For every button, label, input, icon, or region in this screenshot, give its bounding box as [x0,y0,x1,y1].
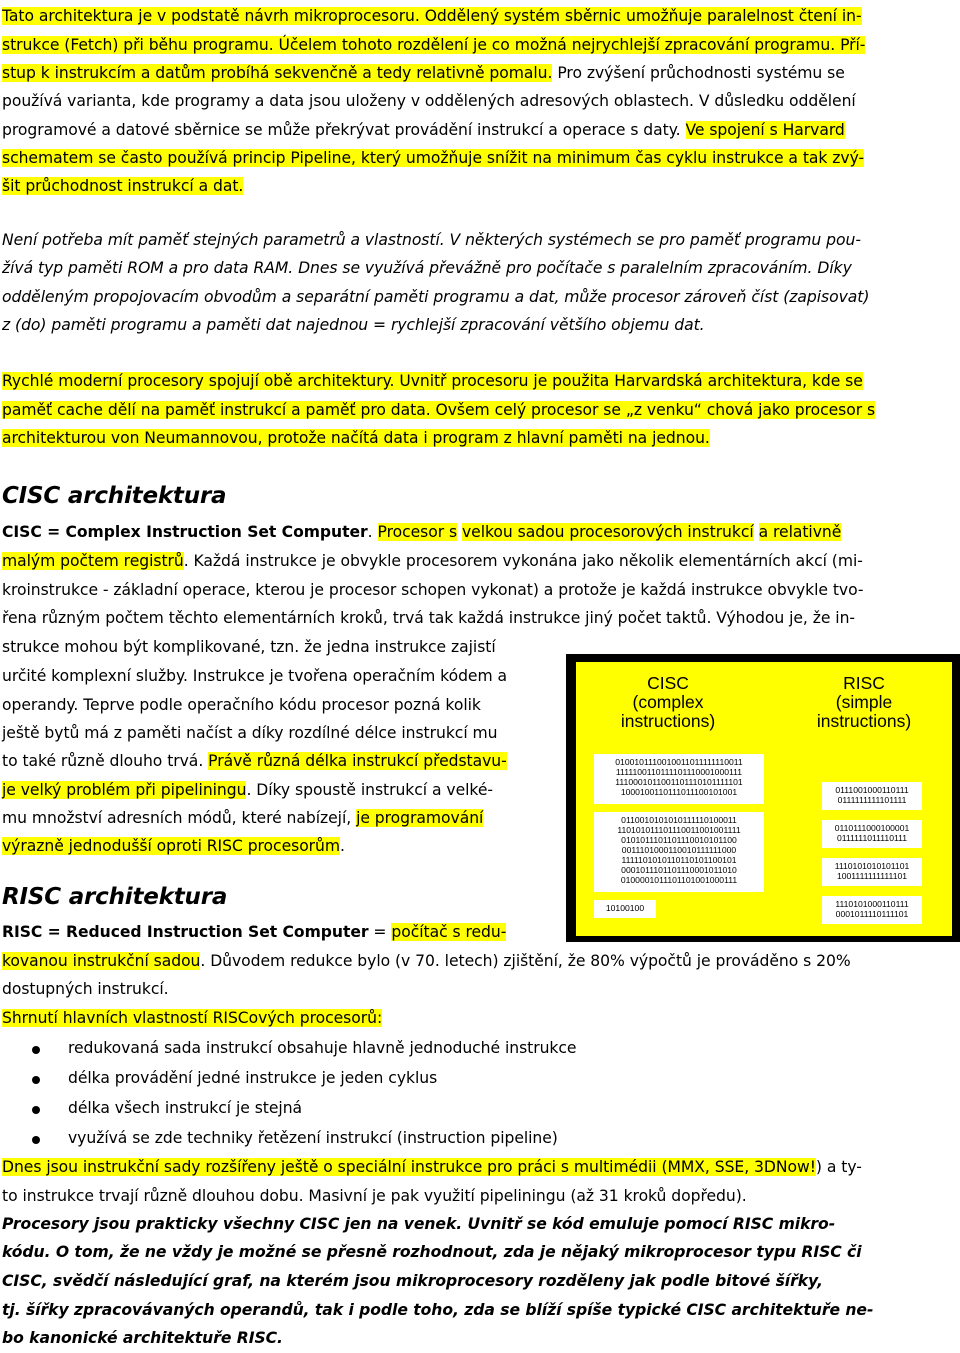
cisc-code-box-3 [594,900,656,918]
cisc-line-10: je velký problém při pipeliningu. Díky spoustě instrukcí a velké- [2,781,493,799]
cisc-code-box-2 [594,812,764,892]
highlighted-text: šit průchodnost instrukcí a dat. [2,177,244,195]
cisc-line-12: výrazně jednodušší oproti RISC procesorům. [2,837,345,855]
final-line-4: tj. šířky zpracovávaných operandů, tak i podle toho, zda se blíží spíše typické CISC architektuře ne- [2,1301,874,1319]
harvard-line [2,144,864,173]
binary-line: instructions) [620,711,716,731]
risc-code-box-4 [822,896,922,924]
bullet-dot [32,1136,40,1144]
binary-line: 1111100110111101110001000111 [615,767,743,777]
highlighted-text: schematem se často používá princip Pipeline, který umožňuje snížit na minimum čas cyklu instrukce a tak zvý- [2,149,865,167]
risc-definition-line: RISC = Reduced Instruction Set Computer = počítač s redu- [2,923,507,941]
highlighted-text: paměť cache dělí na paměť instrukcí a paměť pro data. Ovšem celý procesor se „z venku“ chová jako procesor s [2,401,876,419]
binary-line: 0100101110010011011111110011 [615,757,743,767]
modern-cpu-line [2,424,710,453]
binary-line: 1111101010110110101100101 [621,855,737,865]
binary-line: 1001111111111101 [836,871,908,881]
harvard-line [2,59,845,88]
risc-extension-line-2: to instrukce trvají různě dlouhou dobu. Masivní je pak využití pipeliningu (až 31 kroků dopředu). [2,1187,747,1205]
binary-line: 10100100 [605,903,645,913]
cisc-line-4: řena různým počtem těchto elementárních kroků, trvá tak každá instrukce jiný počet taktů. Výhodou je, že in- [2,609,856,627]
binary-line: 1110001011001101110101111101 [615,777,743,787]
highlighted-text: Tato architektura je v podstatě návrh mikroprocesoru. Oddělený systém sběrnic umožňuje paralelnost čtení in- [2,7,862,25]
memory-line: Není potřeba mít paměť stejných parametrů a vlastností. V některých systémech se pro paměť programu pou- [2,231,861,249]
cisc-line-3: kroinstrukce - základní operace, kterou je procesor schopen vykonat) a protože je každá instrukce obvykle tvo- [2,581,864,599]
cisc-line-2: malým počtem registrů. Každá instrukce je obvykle procesorem vykonána jako několik elementárních akcí (mi- [2,552,863,570]
cisc-line-9: to také různě dlouho trvá. Právě různá délka instrukcí představu- [2,752,507,770]
risc-summary-line: Shrnutí hlavních vlastností RISCových procesorů: [2,1009,383,1027]
binary-line: 0100001011101101001000111 [620,875,738,885]
figure-risc-title [794,674,934,731]
modern-cpu-line [2,367,863,396]
final-line-5: bo kanonické architektuře RISC. [2,1329,283,1347]
text-run: Pro zvýšení průchodnosti systému se [552,64,845,82]
risc-heading: RISC architektura [2,884,228,910]
cisc-heading: CISC architektura [2,483,227,509]
modern-cpu-line [2,396,875,425]
harvard-line [2,31,865,60]
binary-line: 0001011110111101 [835,909,909,919]
cisc-line-8: ještě bytů má z paměti načíst a díky rozdílné délce instrukcí mu [2,724,498,742]
cisc-risc-figure [566,654,960,942]
harvard-line [2,172,243,201]
binary-line: instructions) [816,711,912,731]
risc-bullet-item: délka všech instrukcí je stejná [68,1099,303,1117]
final-line-3: CISC, svědčí následující graf, na kterém jsou mikroprocesory rozděleny jak podle bitové šířky, [2,1272,823,1290]
binary-line: 0110111000100001 [834,823,910,833]
memory-line: žívá typ paměti ROM a pro data RAM. Dnes se využívá převážně pro počítače s paralelním zpracováním. Díky [2,259,852,277]
binary-line: 0111001000110111 [835,785,909,795]
binary-line: 0111111011110111 [836,833,908,843]
risc-bullet-item: využívá se zde techniky řetězení instrukcí (instruction pipeline) [68,1129,558,1147]
bullet-dot [32,1046,40,1054]
cisc-code-box-1 [594,754,764,804]
final-line-1: Procesory jsou prakticky všechny CISC jen na venek. Uvnitř se kód emuluje pomocí RISC mikro- [2,1215,836,1233]
harvard-line [2,116,845,145]
binary-line: 1000100110111011100101001 [620,787,738,797]
binary-line: 0011101000110010111111000 [621,845,737,855]
binary-line: RISC [843,673,885,693]
harvard-line [2,2,862,31]
risc-code-box-1 [822,782,922,810]
binary-line: (complex [632,692,704,712]
memory-line: z (do) paměti programu a paměti dat najednou = rychlejší zpracování většího objemu dat. [2,316,705,334]
final-line-2: kódu. O tom, že ne vždy je možné se přesně rozhodnout, zda je nějaký mikroprocesor typu RISC či [2,1243,862,1261]
risc-extension-line: Dnes jsou instrukční sady rozšířeny ještě o speciální instrukce pro práci s multimédii (MMX, SSE, 3DNow!) a ty- [2,1158,862,1176]
binary-line: 0110010101010111110100011 [621,815,737,825]
cisc-line-11: mu množství adresních módů, které nabízejí, je programování [2,809,484,827]
cisc-definition-line: CISC = Complex Instruction Set Computer. Procesor s velkou sadou procesorových instrukcí a relativně [2,523,842,541]
risc-bullet-item: délka provádění jedné instrukce je jeden cyklus [68,1069,438,1087]
memory-line: odděleným propojovacím obvodům a separátní paměti programu a dat, může procesor zároveň číst (zapisovat) [2,288,870,306]
binary-line: (simple [835,692,893,712]
figure-yellow-panel [576,662,952,936]
text-run: používá varianta, kde programy a data jsou uloženy v oddělených adresových oblastech. V důsledku oddělení [2,92,856,110]
highlighted-text: strukce (Fetch) při běhu programu. Účelem tohoto rozdělení je co možná nejrychlejší zpracování programu. Pří- [2,36,866,54]
highlighted-text: Rychlé moderní procesory spojují obě architektury. Uvnitř procesoru je použita Harvardská architektura, kde se [2,372,863,390]
highlighted-text: Ve spojení s Harvard [685,121,845,139]
risc-line-2: kovanou instrukční sadou. Důvodem redukce bylo (v 70. letech) zjištění, že 80% výpočtů je prováděno s 20% [2,952,851,970]
binary-line: 1110101010101101 [834,861,910,871]
text-run: programové a datové sběrnice se může překrývat provádění instrukcí a operace s daty. [2,121,686,139]
binary-line: 110101011101110011001001111 [617,825,741,835]
cisc-line-6: určité komplexní služby. Instrukce je tvořena operačním kódem a [2,667,508,685]
risc-code-box-2 [822,820,922,848]
bullet-dot [32,1106,40,1114]
bullet-dot [32,1076,40,1084]
risc-line-3: dostupných instrukcí. [2,980,169,998]
cisc-line-7: operandy. Teprve podle operačního kódu procesor pozná kolik [2,696,481,714]
harvard-line [2,87,856,116]
risc-bullet-item: redukovaná sada instrukcí obsahuje hlavně jednoduché instrukce [68,1039,577,1057]
binary-line: 0101011101101110010101100 [621,835,737,845]
binary-line: CISC [647,673,689,693]
binary-line: 0111111111101111 [837,795,907,805]
binary-line: 0001011101101110001011010 [621,865,737,875]
figure-cisc-title [598,674,738,731]
risc-code-box-3 [822,858,922,886]
cisc-line-5: strukce mohou být komplikované, tzn. že jedna instrukce zajistí [2,638,496,656]
highlighted-text: stup k instrukcím a datům probíhá sekvenčně a tedy relativně pomalu. [2,64,553,82]
highlighted-text: architekturou von Neumannovou, protože načítá data i program z hlavní paměti na jednou. [2,429,710,447]
binary-line: 1110101000110111 [835,899,909,909]
